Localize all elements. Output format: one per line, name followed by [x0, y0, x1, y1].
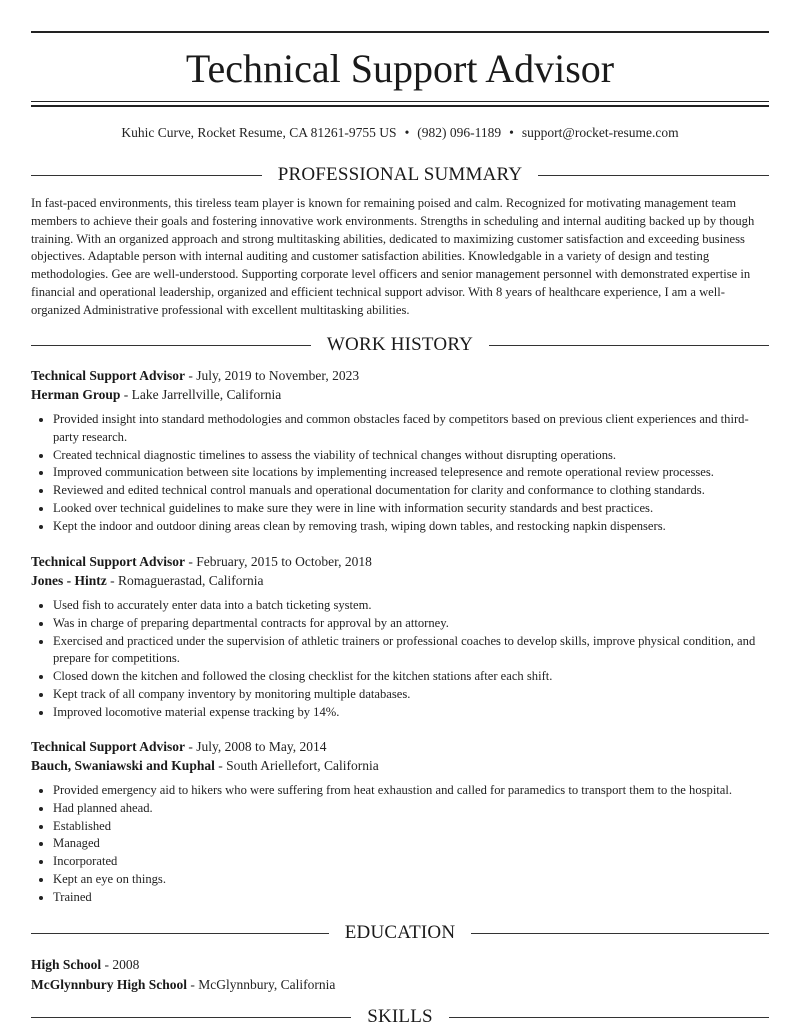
contact-line	[31, 123, 769, 143]
job-location: - Lake Jarrellville, California	[120, 387, 282, 402]
section-title: PROFESSIONAL SUMMARY	[277, 164, 523, 185]
section-heading-education	[31, 921, 769, 945]
contact-address: Kuhic Curve, Rocket Resume, CA 81261-9755 US	[121, 125, 397, 140]
education-entry	[31, 955, 769, 994]
job-bullets	[31, 782, 769, 907]
job-dates: - July, 2008 to May, 2014	[185, 739, 327, 754]
list-item: • Kept track of all company inventory by monitoring multiple databases.	[53, 686, 769, 704]
list-item: • Provided emergency aid to hikers who were suffering from heat exhaustion and called for paramedics to transport them to the hospital.	[53, 782, 769, 800]
section-heading-work-history	[31, 333, 769, 357]
job-title-line	[31, 737, 769, 756]
list-item: • Looked over technical guidelines to make sure they were in line with information security standards and best practices.	[53, 500, 769, 518]
list-item: • Kept the indoor and outdoor dining areas clean by removing trash, wiping down tables, and restocking napkin dispensers.	[53, 518, 769, 536]
education-degree: High School	[31, 957, 102, 972]
job-location: - Romaguerastad, California	[106, 573, 264, 588]
job-company-line	[31, 385, 769, 404]
job-title-line	[31, 366, 769, 385]
job-company: Jones - Hintz	[31, 573, 107, 588]
job-entry-2	[31, 552, 769, 722]
heading-rule-right	[471, 933, 769, 934]
job-company: Bauch, Swaniawski and Kuphal	[31, 758, 215, 773]
list-item: • Incorporated	[53, 853, 769, 871]
education-school-line	[31, 975, 769, 995]
contact-separator: •	[404, 125, 410, 140]
section-title: EDUCATION	[344, 922, 456, 943]
section-title: SKILLS	[367, 1006, 433, 1027]
double-rule	[31, 101, 769, 107]
contact-phone: (982) 096-1189	[417, 125, 502, 140]
job-entry-3	[31, 737, 769, 907]
list-item: • Provided insight into standard methodologies and common obstacles faced by competitors based on previous client experiences and third-party research.	[53, 411, 769, 447]
list-item: • Trained	[53, 889, 769, 907]
job-location: - South Ariellefort, California	[214, 758, 379, 773]
heading-rule-right	[449, 1017, 769, 1018]
education-location: - McGlynnbury, California	[187, 976, 336, 992]
summary-text: In fast-paced environments, this tireless team player is known for remaining poised and calm. Recognized for motivating management team members to achieve their goals and fostering innovative work environments. Strengths in scheduling and internal auditing backed up by though training. With an organized approach and strong multitasking abilities, dedicated to maximizing customer satisfaction and exceeding business objectives. Adaptable person with internal auditing and customer satisfaction abilities. Knowledgable in a variety of design and testing methodologies. Gee are well-understood. Supporting corporate level officers and senior management personnel with demonstrated expertise in financial and operational leadership, organized and efficient technical support advisor. With 8 years of healthcare experience, I am a well-organized Administrative professional with excellent multitasking abilities.	[31, 196, 755, 317]
list-item: • Used fish to accurately enter data into a batch ticketing system.	[53, 597, 769, 615]
heading-rule-left	[31, 1017, 351, 1018]
job-title-line	[31, 552, 769, 571]
contact-separator: •	[509, 125, 514, 140]
heading-rule-left	[31, 345, 311, 346]
section-heading-skills	[31, 1005, 769, 1029]
list-item: • Improved communication between site locations by implementing increased telepresence and remote operational review processes.	[53, 464, 769, 482]
job-title: Technical Support Advisor	[31, 739, 186, 754]
list-item: • Created technical diagnostic timelines to assess the viability of technical changes without disrupting operations.	[53, 447, 769, 465]
education-year: - 2008	[101, 957, 140, 972]
job-bullets	[31, 411, 769, 536]
job-dates: - February, 2015 to October, 2018	[185, 554, 372, 569]
list-item: • Exercised and practiced under the supervision of athletic trainers or professional coaches to develop skills, improve physical condition, and prepare for competitions.	[53, 633, 769, 669]
job-title: Technical Support Advisor	[31, 368, 186, 383]
heading-rule-right	[538, 175, 769, 176]
job-title: Technical Support Advisor	[31, 554, 186, 569]
section-heading-summary	[31, 163, 769, 187]
list-item: • Had planned ahead.	[53, 800, 769, 818]
job-company-line	[31, 756, 769, 775]
list-item: • Improved locomotive material expense tracking by 14%.	[53, 704, 769, 722]
contact-email: support@rocket-resume.com	[521, 125, 679, 140]
list-item: • Closed down the kitchen and followed the closing checklist for the kitchen stations after each shift.	[53, 668, 769, 686]
top-rule	[31, 31, 769, 33]
education-school: McGlynnbury High School	[31, 976, 188, 992]
job-entry-1	[31, 366, 769, 536]
job-bullets	[31, 597, 769, 722]
list-item: • Established	[53, 818, 769, 836]
heading-rule-left	[31, 175, 262, 176]
resume-name: Technical Support Advisor	[185, 46, 615, 91]
heading-rule-right	[489, 345, 769, 346]
list-item: • Kept an eye on things.	[53, 871, 769, 889]
heading-rule-left	[31, 933, 329, 934]
list-item: • Reviewed and edited technical control manuals and operational documentation for clarity and conformance to clothing standards.	[53, 482, 769, 500]
education-degree-line	[31, 955, 769, 975]
list-item: • Managed	[53, 835, 769, 853]
job-company: Herman Group	[31, 387, 121, 402]
section-title: WORK HISTORY	[326, 334, 474, 355]
job-dates: - July, 2019 to November, 2023	[185, 368, 360, 383]
list-item: • Was in charge of preparing departmental contracts for approval by an attorney.	[53, 615, 769, 633]
job-company-line	[31, 571, 769, 590]
